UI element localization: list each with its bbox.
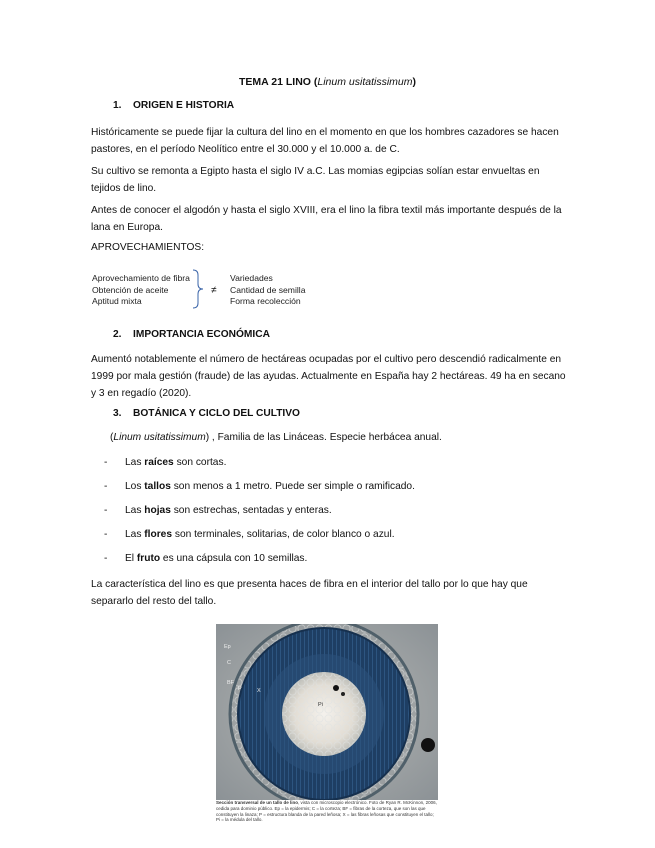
stem-cross-section-image xyxy=(216,624,438,800)
list-item: - Las hojas son estrechas, sentadas y enteras. xyxy=(104,505,332,516)
aprov-right-list xyxy=(230,273,305,308)
figure-label: Pi xyxy=(318,702,323,708)
document-title: TEMA 21 LINO (Linum usitatissimum) xyxy=(239,76,416,88)
list-item: - Las flores son terminales, solitarias, de color blanco o azul. xyxy=(104,529,395,540)
figure-label: P xyxy=(238,686,242,692)
not-equal-symbol: ≠ xyxy=(211,285,217,296)
paragraph-final: La característica del lino es que presenta haces de fibra en el interior del tallo por lo que hay que separarlo del resto del tallo. xyxy=(91,579,528,607)
paragraph-origen-3: Antes de conocer el algodón y hasta el siglo XVIII, era el lino la fibra textil más importante después de la lana en Europa. xyxy=(91,205,562,233)
section-heading-botanica: 3. BOTÁNICA Y CICLO DEL CULTIVO xyxy=(113,408,300,419)
aprov-left-item: Obtención de aceite xyxy=(92,284,169,295)
paragraph-origen-2: Su cultivo se remonta a Egipto hasta el siglo IV a.C. Las momias egipcias solían estar envueltas en tejidos de lino. xyxy=(91,166,540,194)
list-item: - Los tallos son menos a 1 metro. Puede ser simple o ramificado. xyxy=(104,481,415,492)
aprov-left-item: Aptitud mixta xyxy=(92,296,142,306)
aprov-right-item: Variedades xyxy=(230,273,273,283)
section-heading-importancia: 2. IMPORTANCIA ECONÓMICA xyxy=(113,329,270,340)
figure-label: BF xyxy=(227,680,235,686)
aprov-right-item: Forma recolección xyxy=(230,296,301,306)
aprov-right-item: Cantidad de semilla xyxy=(230,284,306,295)
figure-label: Ep xyxy=(224,644,231,650)
list-item: - El fruto es una cápsula con 10 semillas. xyxy=(104,553,308,564)
list-item: - Las raíces son cortas. xyxy=(104,457,227,468)
aprov-left-item: Aprovechamiento de fibra xyxy=(92,273,190,283)
paragraph-botanica-intro: (Linum usitatissimum) , Familia de las Lináceas. Especie herbácea anual. xyxy=(110,432,442,443)
aprovechamientos-label: APROVECHAMIENTOS: xyxy=(91,242,205,253)
paragraph-importancia: Aumentó notablemente el número de hectáreas ocupadas por el cultivo pero descendió radicalmente en 1999 por mala gestión (fraude) de las ayudas. Actualmente en España hay 2 hectáreas. 49 ha en secano y 3 en regadío (2020). xyxy=(91,354,566,399)
figure-caption: Sección transversal de un tallo de lino, vista con microscopio electrónico. Foto de Ryan R. McKinnon, 2006, cedida para dominio público. Ep = la epidermis; C = la corteza; BF = fibras de la corteza, que son las que constituyen la linaza; P = estructura blanda de la pared leñosa; X = las fibras leñosas que constituyen el tallo; Pi = la médula del tallo. xyxy=(216,800,437,823)
paragraph-origen-1: Históricamente se puede fijar la cultura del lino en el momento en que los hombres cazadores se hacen pastores, en el período Neolítico entre el 30.000 y el 10.000 a. de C. xyxy=(91,127,559,155)
figure-label: X xyxy=(257,688,261,694)
section-heading-origen: 1. ORIGEN E HISTORIA xyxy=(113,100,235,111)
title-species: Linum usitatissimum xyxy=(317,76,413,88)
figure-label: C xyxy=(227,660,231,666)
curly-brace xyxy=(192,269,204,309)
aprov-left-list xyxy=(92,273,190,308)
